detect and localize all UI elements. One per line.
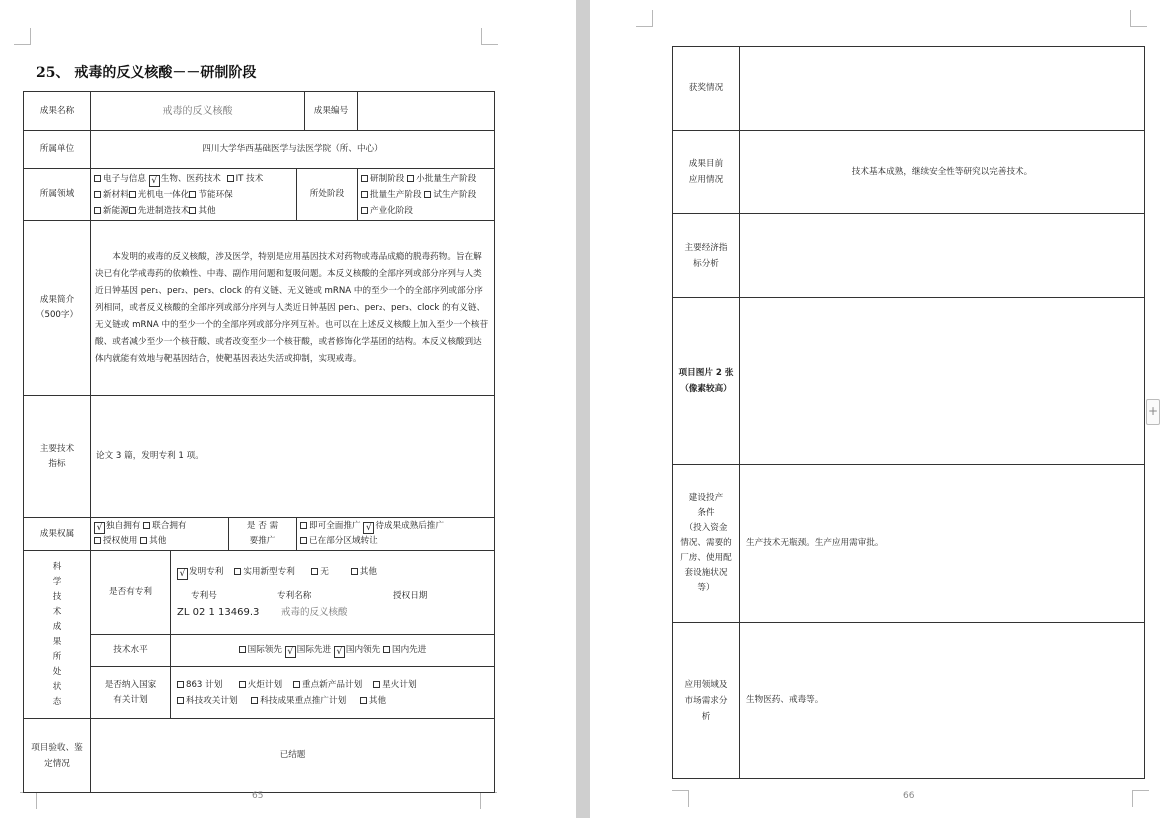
- checkbox-icon: [351, 568, 358, 575]
- checkbox-icon: [251, 697, 258, 704]
- checkbox-icon: [424, 191, 431, 198]
- crop-mark-icon: [480, 792, 497, 809]
- stage-label: 所处阶段: [297, 169, 358, 221]
- patent-details: √ 发明专利 实用新型专利 无 其他 专利号 专利名称 授权日期 ZL 02 1 13469.3 戒毒的反义核酸: [171, 551, 495, 635]
- checkbox-icon: [143, 522, 150, 529]
- unit-label: 所属单位: [24, 131, 91, 169]
- rights-label: 成果权属: [24, 518, 91, 551]
- construction-label: 建设投产 条件 （投入资金 情况、需要的 厂房、使用配 套设施状况 等）: [673, 465, 740, 623]
- crop-mark-icon: [672, 790, 689, 807]
- plan-options: 863 计划 火炬计划 重点新产品计划 星火计划 科技攻关计划 科技成果重点推广计划 其他: [171, 667, 495, 719]
- code-label: 成果编号: [305, 92, 358, 131]
- page-number: 66: [903, 791, 915, 801]
- promo-label: 是 否 需 要推广: [229, 518, 297, 551]
- checkmark-icon: √: [149, 175, 160, 187]
- stage-options: 研制阶段 小批量生产阶段 批量生产阶段 试生产阶段 产业化阶段: [358, 169, 495, 221]
- tech-value: 论文 3 篇，发明专利 1 项。: [91, 396, 495, 518]
- checkbox-icon: [177, 681, 184, 688]
- checkbox-icon: [234, 568, 241, 575]
- page-title: 25、 戒毒的反义核酸－－研制阶段: [36, 65, 257, 81]
- market-label: 应用领域及 市场需求分 析: [673, 623, 740, 779]
- add-button[interactable]: +: [1146, 399, 1160, 425]
- checkbox-icon: [311, 568, 318, 575]
- application-label: 成果目前 应用情况: [673, 131, 740, 214]
- checkmark-icon: √: [285, 646, 296, 658]
- checkbox-icon: [373, 681, 380, 688]
- checkbox-icon: [140, 537, 147, 544]
- checkmark-icon: √: [363, 522, 374, 534]
- checkbox-icon: [189, 191, 196, 198]
- checkbox-icon: [129, 207, 136, 214]
- checkbox-icon: [300, 522, 307, 529]
- achievement-form-table: [23, 91, 495, 793]
- page-65: [0, 0, 576, 818]
- checkbox-icon: [94, 175, 101, 182]
- award-value: [740, 47, 1145, 131]
- checkbox-icon: [360, 697, 367, 704]
- images-value: [740, 298, 1145, 465]
- checkmark-icon: √: [94, 522, 105, 534]
- economic-value: [740, 214, 1145, 298]
- field-options: 电子与信息 √ 生物、医药技术 IT 技术 新材料 光机电一体化 节能环保 新能源 先进制造技术 其他: [91, 169, 297, 221]
- acceptance-value: 已结题: [91, 719, 495, 793]
- level-label: 技术水平: [91, 635, 171, 667]
- checkbox-icon: [189, 207, 196, 214]
- checkbox-icon: [361, 175, 368, 182]
- field-label: 所属领域: [24, 169, 91, 221]
- award-label: 获奖情况: [673, 47, 740, 131]
- name-value: 戒毒的反义核酸: [91, 92, 305, 131]
- checkbox-icon: [94, 537, 101, 544]
- checkbox-icon: [94, 191, 101, 198]
- rights-options: √ 独自拥有 联合拥有 授权使用 其他: [91, 518, 229, 551]
- checkbox-icon: [239, 681, 246, 688]
- code-value: [358, 92, 495, 131]
- patent-name: 戒毒的反义核酸: [281, 606, 348, 618]
- crop-mark-icon: [636, 10, 653, 27]
- name-label: 成果名称: [24, 92, 91, 131]
- checkmark-icon: √: [177, 568, 188, 580]
- market-value: 生物医药、戒毒等。: [740, 623, 1145, 779]
- tech-label: 主要技术 指标: [24, 396, 91, 518]
- checkbox-icon: [407, 175, 414, 182]
- checkbox-icon: [300, 537, 307, 544]
- achievement-form-table-continued: [672, 46, 1145, 779]
- crop-mark-icon: [481, 28, 498, 45]
- images-label: 项目图片 2 张 （像素较高）: [673, 298, 740, 465]
- acceptance-label: 项目验收、鉴 定情况: [24, 719, 91, 793]
- checkmark-icon: √: [334, 646, 345, 658]
- checkbox-icon: [227, 175, 234, 182]
- checkbox-icon: [129, 191, 136, 198]
- crop-mark-icon: [1130, 10, 1147, 27]
- checkbox-icon: [383, 646, 390, 653]
- patent-label: 是否有专利: [91, 551, 171, 635]
- page-66: [590, 0, 1170, 818]
- patent-number: ZL 02 1 13469.3: [177, 606, 260, 618]
- unit-value: 四川大学华西基础医学与法医学院（所、中心）: [91, 131, 495, 169]
- summary-text: 本发明的戒毒的反义核酸，涉及医学，特别是应用基因技术对药物或毒品成瘾的脱毒药物。旨在解决已有化学戒毒药的依赖性、中毒、副作用问题和复吸问题。本反义核酸的全部序列或部分序列与人类近日钟基因 per₁、per₂、per₃、clock 的有义链、无义链或 mRNA 中的至少一个的全部序列或部分序列相同，或者反义核酸的全部序列或部分序列与人类近日钟基因 per₁、per₂、per₃、clock 的有义链、无义链或 mRNA 中的至少一个的全部序列或部分序列互补。也可以在上述反义核酸上加入至少一个核苷酸、或者减少至少一个核苷酸、或者改变至少一个核苷酸，或者修饰化学基团的结构。本反义核酸到达体内就能有效地与靶基因结合，使靶基因表达失活或抑制，实现戒毒。: [91, 221, 495, 396]
- page-number: 65: [252, 791, 264, 801]
- level-options: 国际领先 √ 国际先进 √ 国内领先 国内先进: [171, 635, 495, 667]
- crop-mark-icon: [20, 792, 37, 809]
- checkbox-icon: [293, 681, 300, 688]
- status-label: 科 学 技 术 成 果 所 处 状 态: [24, 551, 91, 719]
- promo-options: 即可全面推广 √ 待成果成熟后推广 已在部分区域转让: [297, 518, 495, 551]
- summary-label: 成果简介 （500字）: [24, 221, 91, 396]
- checkbox-icon: [94, 207, 101, 214]
- economic-label: 主要经济指 标分析: [673, 214, 740, 298]
- application-value: 技术基本成熟，继续安全性等研究以完善技术。: [740, 131, 1145, 214]
- page-gutter: [576, 0, 590, 818]
- plan-label: 是否纳入国家 有关计划: [91, 667, 171, 719]
- checkbox-icon: [239, 646, 246, 653]
- checkbox-icon: [361, 191, 368, 198]
- construction-value: 生产技术无瓶颈。生产应用需审批。: [740, 465, 1145, 623]
- crop-mark-icon: [14, 28, 31, 45]
- checkbox-icon: [177, 697, 184, 704]
- checkbox-icon: [361, 207, 368, 214]
- crop-mark-icon: [1132, 790, 1149, 807]
